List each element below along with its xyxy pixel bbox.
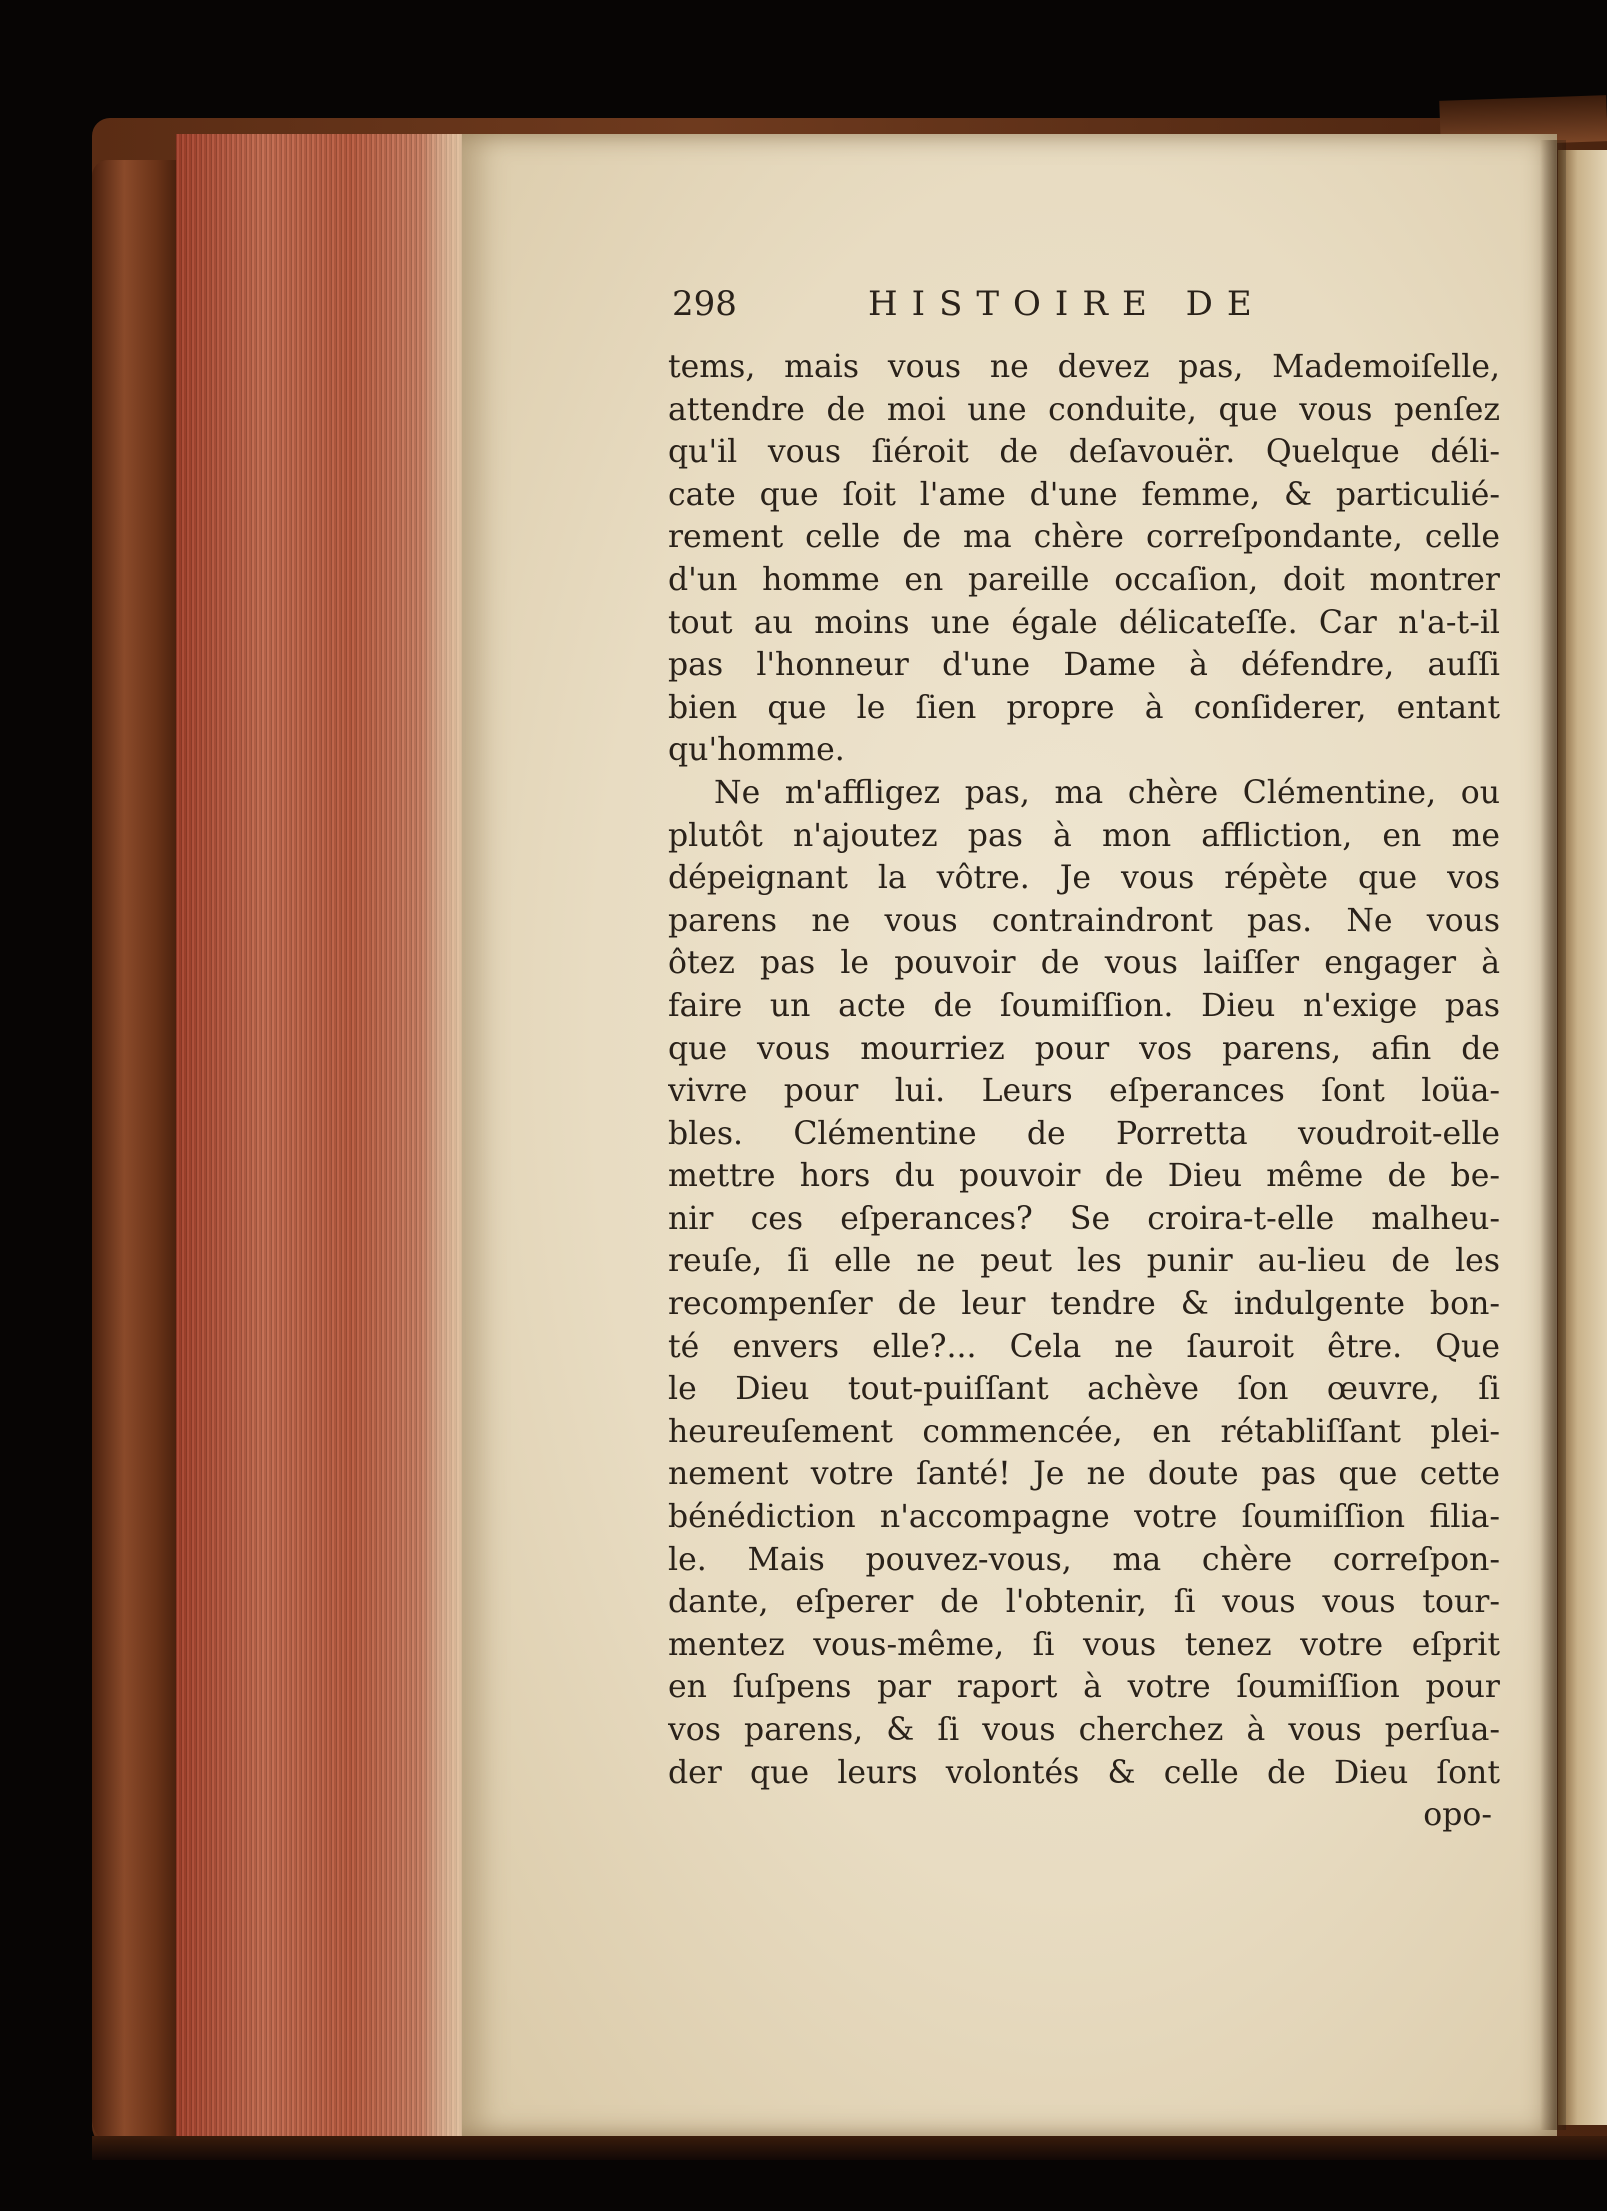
text-line: dépeignant la vôtre. Je vous répète que vos: [668, 860, 1500, 897]
running-head: [668, 284, 1500, 330]
text-line: tout au moins une égale délicateſſe. Car n'a-t-il: [668, 604, 1500, 641]
text-line: mettre hors du pouvoir de Dieu même de be-: [668, 1158, 1500, 1195]
text-line: qu'homme.: [668, 732, 845, 769]
bottom-shadow: [92, 2136, 1607, 2160]
text-line: vos parens, & ſi vous cherchez à vous perſua-: [668, 1712, 1500, 1748]
page-gutter: [1540, 140, 1566, 2130]
text-line: le. Mais pouvez-vous, ma chère correſpon-: [668, 1541, 1500, 1578]
page-number: 298: [672, 284, 737, 324]
text-line: bien que le ſien propre à conſiderer, entant: [668, 689, 1500, 726]
text-line: nir ces eſperances? Se croira-t-elle malheu-: [668, 1200, 1500, 1237]
text-line: reuſe, ſi elle ne peut les punir au-lieu de les: [668, 1243, 1500, 1280]
text-line: vivre pour lui. Leurs eſperances ſont loüa-: [668, 1073, 1500, 1110]
text-line: le Dieu tout-puiſſant achève ſon œuvre, ſi: [668, 1371, 1500, 1408]
running-title: HISTOIRE DE: [868, 284, 1266, 324]
catchword: opo-: [1423, 1797, 1492, 1833]
text-line: que vous mourriez pour vos parens, afin de: [668, 1030, 1500, 1067]
text-line: dante, eſperer de l'obtenir, ſi vous vous tour-: [668, 1584, 1500, 1621]
text-line: faire un acte de ſoumiſſion. Dieu n'exige pas: [668, 987, 1500, 1024]
text-line: bénédiction n'accompagne votre ſoumiſſion filia-: [668, 1499, 1500, 1536]
paragraph-start-line: Ne m'affligez pas, ma chère Clémentine, ou: [714, 774, 1500, 811]
text-line: qu'il vous ſiéroit de deſavouër. Quelque déli-: [668, 434, 1500, 471]
text-line: mentez vous-même, ſi vous tenez votre eſprit: [668, 1626, 1500, 1663]
text-line: rement celle de ma chère correſpondante, celle: [668, 519, 1500, 556]
text-line: ôtez pas le pouvoir de vous laiſſer engager à: [668, 945, 1500, 982]
text-line: bles. Clémentine de Porretta voudroit-elle: [668, 1115, 1500, 1152]
text-line: tems, mais vous ne devez pas, Mademoiſelle,: [668, 349, 1500, 385]
text-line: nement votre ſanté! Je ne doute pas que cette: [668, 1456, 1500, 1493]
leather-board-left: [92, 160, 184, 2145]
text-line: pas l'honneur d'une Dame à défendre, auſſi: [668, 647, 1500, 684]
text-block: [668, 270, 1500, 1833]
text-line: heureuſement commencée, en rétabliſſant plei-: [668, 1413, 1500, 1450]
text-line: cate que ſoit l'ame d'une femme, & particulié-: [668, 476, 1500, 513]
text-line: d'un homme en pareille occaſion, doit montrer: [668, 561, 1500, 598]
text-line: plutôt n'ajoutez pas à mon affliction, en me: [668, 817, 1500, 854]
body-text: [668, 346, 1500, 1794]
text-line: recompenſer de leur tendre & indulgente bon-: [668, 1286, 1500, 1323]
text-line: té envers elle?... Cela ne ſauroit être. Que: [668, 1328, 1500, 1365]
text-line: attendre de moi une conduite, que vous penſez: [668, 391, 1500, 428]
text-line: en ſuſpens par raport à votre ſoumiſſion pour: [668, 1669, 1500, 1706]
page-edges-shade: [420, 134, 468, 2136]
text-line: parens ne vous contraindront pas. Ne vous: [668, 902, 1500, 939]
text-line: der que leurs volontés & celle de Dieu ſont: [668, 1754, 1500, 1791]
